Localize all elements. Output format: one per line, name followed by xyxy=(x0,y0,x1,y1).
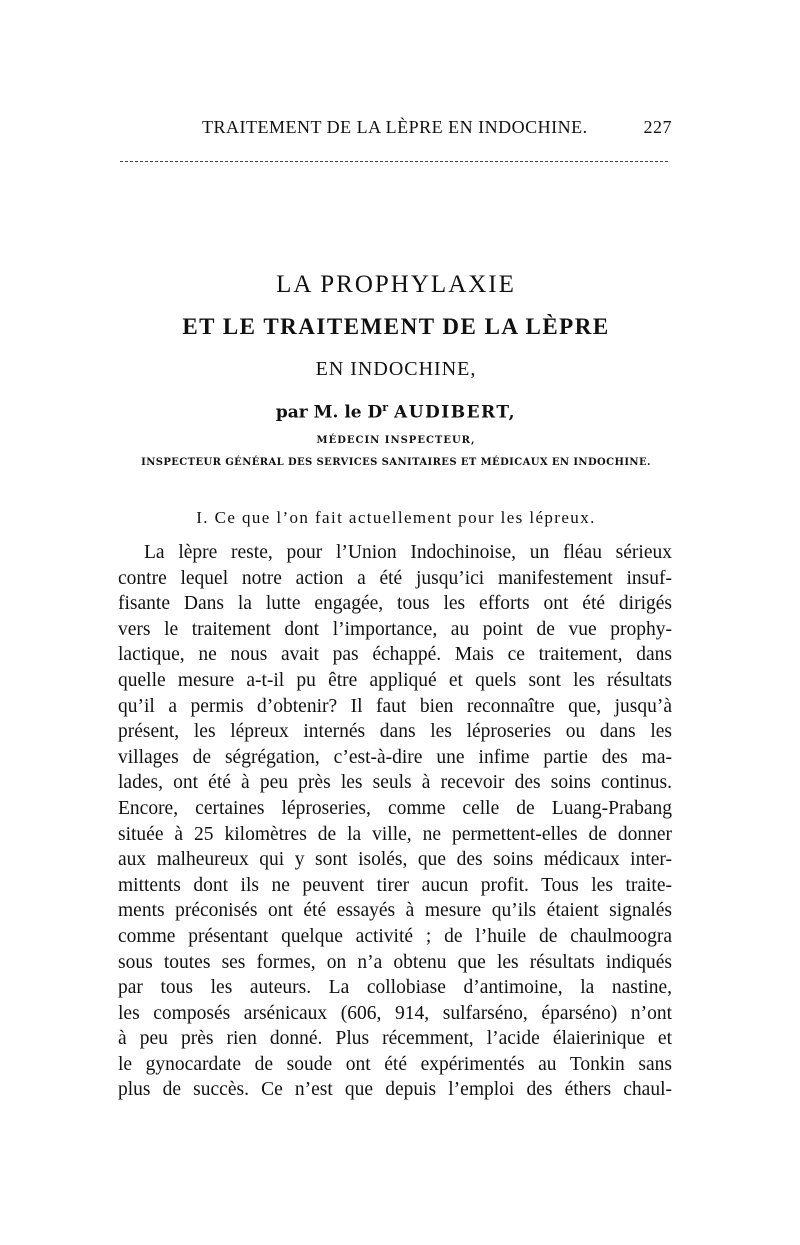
running-head xyxy=(120,117,672,141)
author-role-1: MÉDECIN INSPECTEUR, xyxy=(316,434,476,446)
body-line: La lèpre reste, pour l’Union Indochinoise, un fléau sérieux xyxy=(144,542,672,563)
body-line: sous toutes ses formes, on n’a obtenu que les résultats indiqués xyxy=(118,951,672,973)
article-title-line-2: ET LE TRAITEMENT DE LA LÈPRE xyxy=(182,314,610,339)
body-paragraph xyxy=(118,540,672,1103)
body-line: aux malheureux qui y sont isolés, que des soins médicaux inter- xyxy=(118,849,672,871)
page-number: 227 xyxy=(643,117,672,137)
body-line: présent, les lépreux internés dans les léproseries ou dans les xyxy=(118,721,672,743)
section-heading: I. Ce que l’on fait actuellement pour les lépreux. xyxy=(196,508,596,527)
byline xyxy=(120,396,672,425)
body-line: quelle mesure a-t-il pu être appliqué et quels sont les résultats xyxy=(118,669,672,691)
header-rule xyxy=(120,161,668,162)
body-line: villages de ségrégation, c’est-à-dire une infime partie des ma- xyxy=(118,746,672,768)
running-head-title: TRAITEMENT DE LA LÈPRE EN INDOCHINE. xyxy=(202,117,588,137)
body-line: à peu près rien donné. Plus récemment, l’acide élaierinique et xyxy=(118,1028,672,1050)
body-line: contre lequel notre action a été jusqu’ici manifestement insuf- xyxy=(118,567,672,589)
body-line: plus de succès. Ce n’est que depuis l’emploi des éthers chaul- xyxy=(118,1079,672,1101)
body-line: située à 25 kilomètres de la ville, ne permettent-elles de donner xyxy=(118,823,672,845)
author-name: AUDIBERT, xyxy=(394,402,517,423)
body-line: mittents dont ils ne peuvent tirer aucun profit. Tous les traite- xyxy=(118,874,672,896)
body-line: lades, ont été à peu près les seuls à recevoir des soins continus. xyxy=(118,772,672,794)
byline-sup: r xyxy=(382,401,389,414)
article-title-block xyxy=(120,270,672,473)
body-line: fisante Dans la lutte engagée, tous les efforts ont été dirigés xyxy=(118,593,672,615)
body-line: les composés arsénicaux (606, 914, sulfarséno, éparséno) n’ont xyxy=(118,1002,672,1024)
body-line: comme présentant quelque activité ; de l’huile de chaulmoogra xyxy=(118,925,672,947)
body-line: par tous les auteurs. La collobiase d’antimoine, la nastine, xyxy=(118,977,672,999)
body-line: qu’il a permis d’obtenir? Il faut bien reconnaître que, jusqu’à xyxy=(118,695,672,717)
body-line: le gynocardate de soude ont été expérimentés au Tonkin sans xyxy=(118,1053,672,1075)
author-role-2: INSPECTEUR GÉNÉRAL DES SERVICES SANITAIRES ET MÉDICAUX EN INDOCHINE. xyxy=(141,456,651,468)
body-line: lactique, ne nous avait pas échappé. Mais ce traitement, dans xyxy=(118,644,672,666)
body-line: vers le traitement dont l’importance, au point de vue prophy- xyxy=(118,618,672,640)
article-title-line-1: LA PROPHYLAXIE xyxy=(276,271,516,298)
byline-prefix: par M. le D xyxy=(275,402,383,423)
article-title-line-3: EN INDOCHINE, xyxy=(315,358,477,380)
body-line: Encore, certaines léproseries, comme celle de Luang-Prabang xyxy=(118,797,672,819)
body-line: ments préconisés ont été essayés à mesure qu’ils étaient signalés xyxy=(118,900,672,922)
